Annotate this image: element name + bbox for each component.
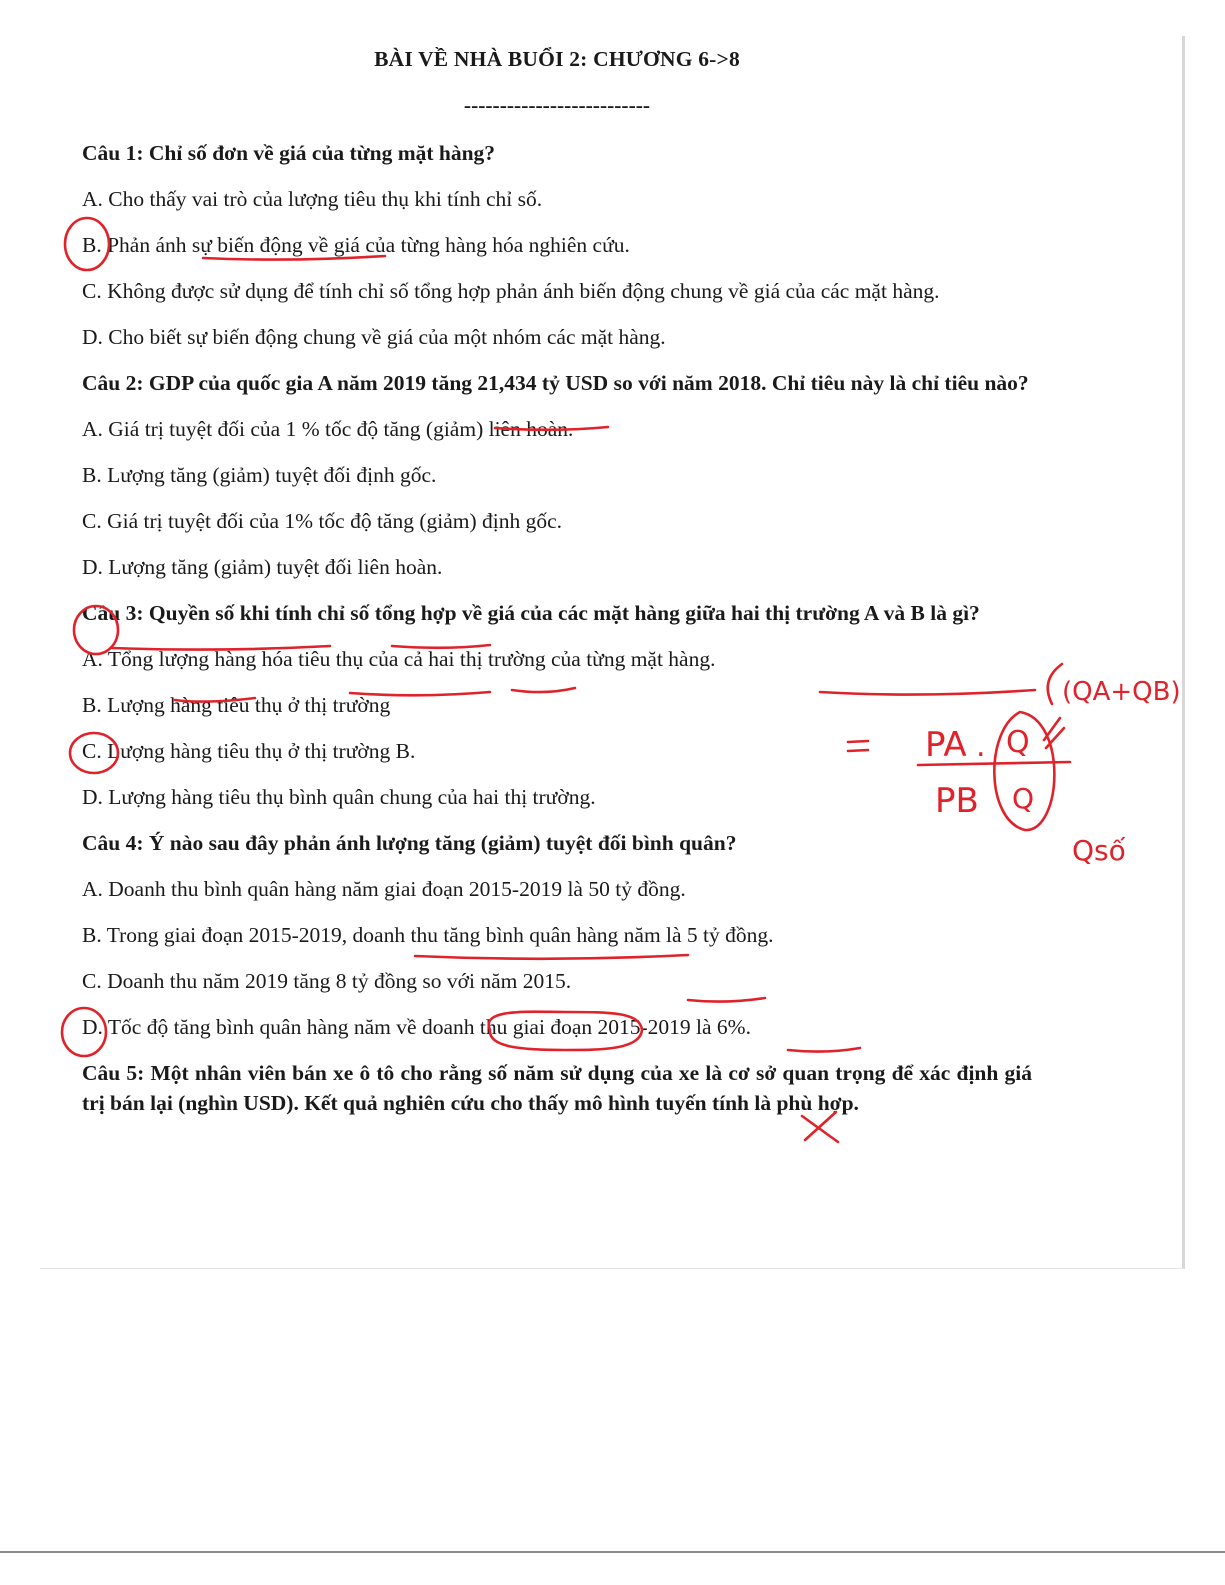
question-3: Câu 3: Quyền số khi tính chỉ số tổng hợp về giá của các mặt hàng giữa hai thị trường A và B là gì? xyxy=(82,601,980,625)
label-q-top: Q xyxy=(1006,725,1030,760)
question-5: Câu 5: Một nhân viên bán xe ô tô cho rằng số năm sử dụng của xe là cơ sở quan trọng để xác định giá trị bán lại (nghìn USD). Kết quả nghiên cứu cho thấy mô hình tuyến tính là phù hợp. xyxy=(82,1061,1032,1115)
q3-option-c: C. Lượng hàng tiêu thụ ở thị trường B. xyxy=(82,739,416,763)
q3-option-a: A. Tổng lượng hàng hóa tiêu thụ của cả hai thị trường của từng mặt hàng. xyxy=(82,647,716,671)
label-q-so: Qsố xyxy=(1072,834,1126,867)
q1-option-d: D. Cho biết sự biến động chung về giá của một nhóm các mặt hàng. xyxy=(82,325,666,349)
q2-option-d: D. Lượng tăng (giảm) tuyệt đối liên hoàn. xyxy=(82,555,443,579)
document-title: BÀI VỀ NHÀ BUỔI 2: CHƯƠNG 6->8 xyxy=(374,47,740,71)
q4-option-b: B. Trong giai đoạn 2015-2019, doanh thu tăng bình quân hàng năm là 5 tỷ đồng. xyxy=(82,923,774,947)
q4-option-d: D. Tốc độ tăng bình quân hàng năm về doanh thu giai đoạn 2015-2019 là 6%. xyxy=(82,1015,751,1039)
q2-option-a: A. Giá trị tuyệt đối của 1 % tốc độ tăng (giảm) liên hoàn. xyxy=(82,417,574,441)
q3-option-d: D. Lượng hàng tiêu thụ bình quân chung của hai thị trường. xyxy=(82,785,596,809)
label-pa: PA xyxy=(925,725,967,765)
q1-option-c: C. Không được sử dụng để tính chỉ số tổng hợp phản ánh biến động chung về giá của các mặt hàng. xyxy=(82,279,940,303)
q1-option-a: A. Cho thấy vai trò của lượng tiêu thụ khi tính chỉ số. xyxy=(82,187,543,211)
q1-option-b: B. Phản ánh sự biến động về giá của từng hàng hóa nghiên cứu. xyxy=(82,233,630,257)
question-4: Câu 4: Ý nào sau đây phản ánh lượng tăng (giảm) tuyệt đối bình quân? xyxy=(82,831,737,855)
question-block-1 xyxy=(82,138,1032,352)
page-bottom-border xyxy=(0,1551,1225,1553)
label-dot: . xyxy=(976,729,986,764)
label-q-bottom: Q xyxy=(1012,782,1035,815)
q3-option-b: B. Lượng hàng tiêu thụ ở thị trường xyxy=(82,693,391,717)
label-qa-qb: (QA+QB) xyxy=(1062,677,1181,707)
question-block-3 xyxy=(82,598,1032,812)
q2-option-b: B. Lượng tăng (giảm) tuyệt đối định gốc. xyxy=(82,463,437,487)
q4-option-a: A. Doanh thu bình quân hàng năm giai đoạn 2015-2019 là 50 tỷ đồng. xyxy=(82,877,686,901)
label-pb: PB xyxy=(935,781,979,821)
question-block-2 xyxy=(82,368,1032,582)
question-1: Câu 1: Chỉ số đơn về giá của từng mặt hàng? xyxy=(82,141,496,165)
document-body xyxy=(82,40,1035,1134)
question-block-5 xyxy=(82,1058,1032,1118)
q2-option-c: C. Giá trị tuyệt đối của 1% tốc độ tăng (giảm) định gốc. xyxy=(82,509,563,533)
question-2: Câu 2: GDP của quốc gia A năm 2019 tăng 21,434 tỷ USD so với năm 2018. Chỉ tiêu này là chỉ tiêu nào? xyxy=(82,371,1029,395)
question-block-4 xyxy=(82,828,1032,1042)
q4-option-c: C. Doanh thu năm 2019 tăng 8 tỷ đồng so với năm 2015. xyxy=(82,969,572,993)
title-separator: -------------------------- xyxy=(463,93,651,117)
